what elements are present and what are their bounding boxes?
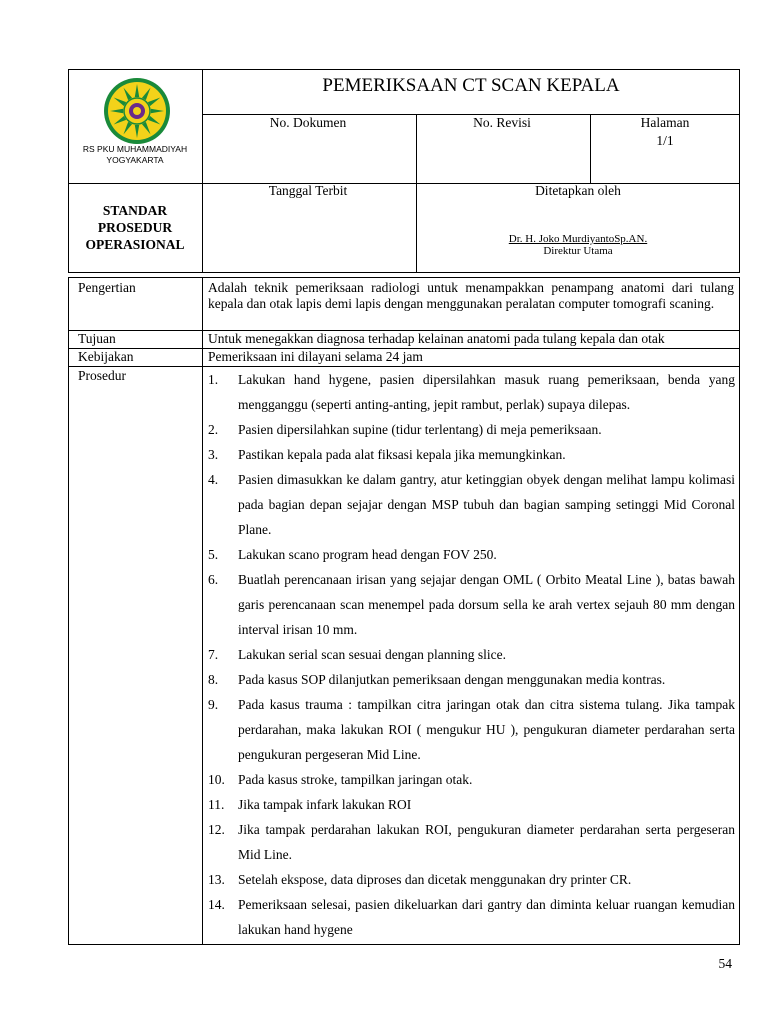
prosedur-step <box>208 667 735 692</box>
step-text: Jika tampak infark lakukan ROI <box>238 797 412 812</box>
step-text: Setelah ekspose, data diproses dan dicetak menggunakan dry printer CR. <box>238 872 632 887</box>
prosedur-label: Prosedur <box>78 368 126 383</box>
step-text: Lakukan hand hygene, pasien dipersilahkan masuk ruang pemeriksaan, benda yang mengganggu (seperti anting-anting, jepit rambut, perlak) supaya dilepas. <box>238 372 735 412</box>
kebijakan-label: Kebijakan <box>78 349 134 364</box>
signer-block <box>416 233 740 257</box>
halaman-value: 1/1 <box>656 133 674 148</box>
step-number: 7. <box>208 647 219 662</box>
prosedur-step <box>208 367 735 417</box>
step-number: 8. <box>208 672 219 687</box>
prosedur-step <box>208 817 735 867</box>
step-number: 14. <box>208 897 225 912</box>
prosedur-step <box>208 542 735 567</box>
organization-name: RS PKU MUHAMMADIYAH YOGYAKARTA <box>82 144 188 165</box>
prosedur-step <box>208 867 735 892</box>
step-text: Pastikan kepala pada alat fiksasi kepala jika memungkinkan. <box>238 447 566 462</box>
prosedur-step <box>208 442 735 467</box>
kebijakan-text: Pemeriksaan ini dilayani selama 24 jam <box>208 349 423 364</box>
no-revisi-label: No. Revisi <box>473 115 531 130</box>
step-number: 4. <box>208 472 219 487</box>
step-text: Pada kasus trauma : tampilkan citra jaringan otak dan citra sistema tulang. Jika tampak perdarahan, maka lakukan ROI ( mengukur HU ), pengukuran diameter perdarahan serta pengukuran pergeseran Mid Line. <box>238 697 735 762</box>
step-number: 2. <box>208 422 219 437</box>
step-number: 3. <box>208 447 219 462</box>
page-number: 54 <box>718 956 732 971</box>
signer-name: Dr. H. Joko MurdiyantoSp.AN. <box>508 233 648 245</box>
pengertian-text: Adalah teknik pemeriksaan radiologi untuk menampakkan penampang anatomi dari tulang kepala dan otak lapis demi lapis dengan menggunakan peralatan computer tomografi scaning. <box>208 280 734 311</box>
step-text: Pada kasus stroke, tampilkan jaringan otak. <box>238 772 473 787</box>
step-number: 6. <box>208 572 219 587</box>
step-number: 9. <box>208 697 219 712</box>
tujuan-label: Tujuan <box>78 331 116 346</box>
prosedur-step <box>208 892 735 942</box>
step-text: Pemeriksaan selesai, pasien dikeluarkan dari gantry dan diminta keluar ruangan kemudian lakukan hand hygene <box>238 897 735 937</box>
sop-label: STANDAR PROSEDUR OPERASIONAL <box>85 203 185 252</box>
step-text: Lakukan serial scan sesuai dengan planning slice. <box>238 647 507 662</box>
signer-title: Direktur Utama <box>543 245 613 257</box>
step-text: Pasien dimasukkan ke dalam gantry, atur ketinggian obyek dengan melihat lampu kolimasi pada bagian depan sejajar dengan MSP tubuh dan bagian samping setinggi Mid Coronal Plane. <box>238 472 735 537</box>
pengertian-label: Pengertian <box>78 280 136 295</box>
step-text: Jika tampak perdarahan lakukan ROI, pengukuran diameter perdarahan serta pergeseran Mid Line. <box>238 822 735 862</box>
step-text: Lakukan scano program head dengan FOV 250. <box>238 547 497 562</box>
prosedur-step <box>208 792 735 817</box>
halaman-label: Halaman <box>640 115 690 130</box>
prosedur-step <box>208 692 735 767</box>
step-number: 12. <box>208 822 225 837</box>
step-number: 11. <box>208 797 225 812</box>
step-number: 1. <box>208 372 219 387</box>
prosedur-step <box>208 417 735 442</box>
no-dokumen-label: No. Dokumen <box>269 115 347 130</box>
document-title: PEMERIKSAAN CT SCAN KEPALA <box>322 75 620 96</box>
tanggal-terbit-label: Tanggal Terbit <box>268 183 348 198</box>
step-number: 13. <box>208 872 225 887</box>
prosedur-step <box>208 467 735 542</box>
step-text: Pada kasus SOP dilanjutkan pemeriksaan dengan menggunakan media kontras. <box>238 672 666 687</box>
ditetapkan-label: Ditetapkan oleh <box>535 183 621 198</box>
tujuan-text: Untuk menegakkan diagnosa terhadap kelainan anatomi pada tulang kepala dan otak <box>208 331 665 346</box>
prosedur-steps-list <box>208 367 735 942</box>
step-number: 10. <box>208 772 225 787</box>
prosedur-step <box>208 567 735 642</box>
prosedur-step <box>208 642 735 667</box>
muhammadiyah-sun-logo-icon <box>102 76 172 146</box>
step-text: Pasien dipersilahkan supine (tidur terlentang) di meja pemeriksaan. <box>238 422 602 437</box>
step-number: 5. <box>208 547 219 562</box>
prosedur-step <box>208 767 735 792</box>
step-text: Buatlah perencanaan irisan yang sejajar dengan OML ( Orbito Meatal Line ), batas bawah garis perencanaan scan menempel pada dorsum sella ke arah vertex sejauh 80 mm dengan interval irisan 10 mm. <box>238 572 735 637</box>
